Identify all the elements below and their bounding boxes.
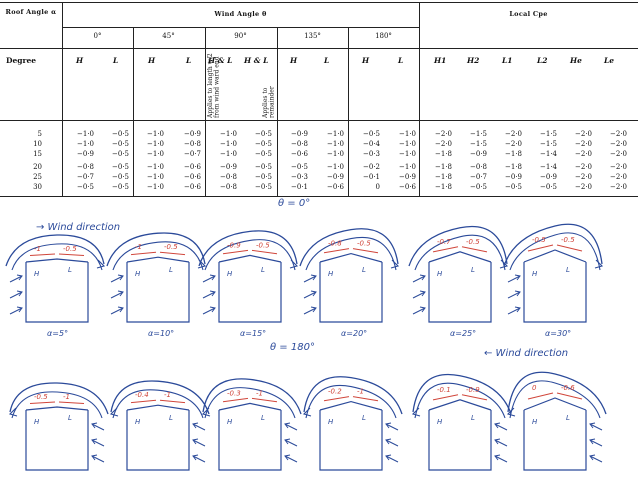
angle-label: α=20°	[341, 329, 368, 338]
cp-value-cell: −0·5	[363, 130, 380, 138]
degree-cell: 5	[37, 130, 42, 138]
theta-top-label: θ = 0°	[278, 198, 311, 209]
suction-line	[160, 252, 185, 254]
local-cpe-cell: −2·0	[610, 150, 627, 158]
suction-line	[462, 395, 487, 400]
local-cpe-cell: −1·8	[435, 163, 452, 171]
cp-value-cell: −1·0	[327, 140, 344, 148]
suction-line	[131, 400, 156, 402]
cp-value-cell: −0·9	[291, 130, 308, 138]
local-header: He	[570, 56, 582, 65]
suction-line	[528, 245, 553, 251]
building-roof	[127, 405, 189, 410]
roof-label-h: H	[532, 418, 538, 426]
suction-line	[131, 252, 156, 254]
cp-value-cell: −1·0	[147, 163, 164, 171]
cp-value-label: -1	[135, 243, 142, 252]
cp-value-cell: −1·0	[147, 173, 164, 181]
cp-value-label: -0.5	[357, 239, 371, 248]
cp-value-label: -0.7	[437, 237, 451, 246]
cp-value-label: -0.2	[328, 387, 342, 396]
angle-header-rule	[62, 27, 419, 28]
local-cpe-cell: −2·0	[575, 150, 592, 158]
cp-value-cell: −1·0	[147, 150, 164, 158]
cp-value-cell: −1·0	[220, 130, 237, 138]
angle-label: α=10°	[148, 329, 175, 338]
roof-label-h: H	[227, 418, 233, 426]
cp-value-cell: −1·0	[147, 140, 164, 148]
local-cpe-cell: −1·4	[540, 150, 557, 158]
building-roof	[320, 402, 382, 410]
degree-cell: 25	[33, 173, 42, 181]
cp-value-cell: −0·4	[363, 140, 380, 148]
cp-value-label: -1	[164, 391, 171, 400]
cp-value-cell: −0·6	[399, 183, 416, 191]
local-cpe-cell: −0·5	[540, 183, 557, 191]
local-header: L1	[502, 56, 513, 65]
roof-label-l: L	[169, 414, 173, 422]
cp-value-label: -0.5	[466, 237, 480, 246]
wind-streamline	[199, 231, 297, 266]
building-roof	[127, 257, 189, 262]
cp-value-label: -0.5	[34, 393, 48, 401]
local-cpe-cell: −2·0	[575, 130, 592, 138]
cp-value-cell: −0·5	[112, 163, 129, 171]
suction-line	[59, 254, 84, 256]
wind-direction-top: → Wind direction	[36, 222, 121, 233]
angle-header: 135°	[304, 32, 321, 40]
cp-value-cell: −0·7	[184, 150, 201, 158]
cp-value-cell: −1·0	[147, 130, 164, 138]
cp-value-label: -0.3	[227, 389, 241, 398]
local-cpe-cell: −2·0	[610, 163, 627, 171]
local-cpe-cell: −0·9	[470, 150, 487, 158]
cp-value-label: -0.5	[561, 236, 575, 244]
cp-value-cell: −0·6	[184, 163, 201, 171]
cp-value-cell: −0·5	[255, 163, 272, 171]
cp-value-cell: −0·5	[112, 173, 129, 181]
cp-value-cell: −0·5	[112, 140, 129, 148]
local-cpe-cell: −0·9	[540, 173, 557, 181]
cp-value-cell: −0·5	[291, 163, 308, 171]
cp-value-cell: −0·5	[112, 150, 129, 158]
cp-value-cell: −0·3	[363, 150, 380, 158]
cp-value-cell: −0·5	[112, 130, 129, 138]
suction-line	[324, 249, 349, 253]
col-divider	[348, 27, 349, 196]
cp-value-cell: −0·6	[184, 173, 201, 181]
sub-header: H	[76, 56, 84, 65]
degree-cell: 30	[33, 183, 42, 191]
sub-header: L	[398, 56, 404, 65]
roof-label-l: L	[471, 266, 475, 274]
cp-value-cell: −1·0	[327, 150, 344, 158]
cp-value-cell: −1·0	[399, 163, 416, 171]
subheader-rule	[0, 48, 638, 49]
building-roof	[429, 400, 491, 410]
local-cpe-cell: −2·0	[435, 140, 452, 148]
roof-label-h: H	[328, 270, 334, 278]
local-cpe-cell: −1·8	[435, 183, 452, 191]
local-cpe-cell: −2·0	[610, 173, 627, 181]
cp-value-cell: −0·2	[363, 163, 380, 171]
suction-line	[223, 250, 248, 253]
cp-value-label: -0.5	[256, 241, 270, 250]
cp-value-label: -0.5	[164, 243, 178, 252]
building-roof	[26, 259, 88, 262]
local-cpe-cell: −1·8	[505, 150, 522, 158]
suction-line	[528, 393, 553, 399]
building-roof	[524, 398, 586, 410]
suction-line	[324, 397, 349, 401]
suction-line	[223, 398, 248, 401]
suction-line	[30, 254, 55, 256]
local-cpe-header: Local Cpe	[509, 10, 548, 18]
building-roof	[320, 254, 382, 262]
local-cpe-cell: −1·5	[540, 130, 557, 138]
roof-label-h: H	[437, 270, 443, 278]
cp-value-label: -1	[357, 387, 364, 396]
cp-value-cell: −1·0	[399, 150, 416, 158]
cp-value-cell: −1·0	[77, 140, 94, 148]
cp-value-cell: −0·9	[399, 173, 416, 181]
local-cpe-cell: −0·8	[470, 163, 487, 171]
angle-label: α=25°	[450, 329, 477, 338]
cp-value-cell: −0·9	[184, 130, 201, 138]
cp-value-cell: −0·6	[327, 183, 344, 191]
suction-line	[462, 247, 487, 252]
cp-value-cell: −0·8	[220, 183, 237, 191]
sub-header: H	[362, 56, 370, 65]
cp-value-cell: −0·1	[291, 183, 308, 191]
suction-line	[557, 393, 582, 399]
col-divider	[205, 27, 206, 196]
suction-line	[433, 247, 458, 252]
cp-value-cell: −0·8	[184, 140, 201, 148]
local-header: H2	[467, 56, 480, 65]
roof-label-l: L	[471, 414, 475, 422]
local-header: H1	[434, 56, 447, 65]
cp-value-cell: −0·5	[112, 183, 129, 191]
cp-value-cell: −0·5	[255, 173, 272, 181]
roof-label-l: L	[566, 414, 570, 422]
cp-value-cell: −0·5	[255, 140, 272, 148]
wind-streamline	[300, 229, 398, 266]
cp-value-label: 0	[532, 384, 537, 392]
building-roof	[219, 403, 281, 410]
wind-streamline	[409, 227, 507, 266]
roof-label-l: L	[169, 266, 173, 274]
suction-line	[160, 400, 185, 402]
sub-header: L	[186, 56, 192, 65]
angle-header: 45°	[162, 32, 175, 40]
wind-direction-bottom: ← Wind direction	[484, 348, 569, 359]
header-bottom-rule	[0, 120, 638, 121]
wind-angle-header: Wind Angle θ	[214, 10, 267, 18]
cp-value-cell: −1·0	[220, 150, 237, 158]
cp-value-cell: −1·0	[147, 183, 164, 191]
local-header: L2	[537, 56, 548, 65]
sketch-canvas	[0, 196, 638, 478]
roof-label-h: H	[135, 418, 141, 426]
building-roof	[429, 252, 491, 262]
roof-label-l: L	[68, 266, 72, 274]
col-divider	[419, 2, 420, 196]
local-cpe-cell: −1·5	[540, 140, 557, 148]
suction-line	[353, 397, 378, 401]
cp-value-label: -1	[256, 389, 263, 398]
local-cpe-cell: −2·0	[575, 163, 592, 171]
roof-label-h: H	[437, 418, 443, 426]
roof-label-l: L	[362, 266, 366, 274]
cp-value-cell: −0·6	[291, 150, 308, 158]
cp-value-cell: −0·1	[363, 173, 380, 181]
local-cpe-cell: −0·7	[470, 173, 487, 181]
local-cpe-cell: −1·8	[435, 173, 452, 181]
cp-value-cell: −0·6	[184, 183, 201, 191]
suction-line	[252, 398, 277, 401]
suction-line	[59, 402, 84, 404]
cp-value-cell: −1·0	[220, 140, 237, 148]
local-cpe-cell: −0·9	[505, 173, 522, 181]
cp-value-cell: −0·7	[77, 173, 94, 181]
cp-value-label: -0.5	[63, 245, 77, 253]
cp-value-label: -1	[63, 393, 70, 401]
local-cpe-cell: −2·0	[505, 130, 522, 138]
sub-header: H	[148, 56, 156, 65]
col-divider	[62, 2, 63, 196]
roof-label-l: L	[261, 414, 265, 422]
cp-value-label: -0.1	[437, 385, 451, 394]
local-cpe-cell: −2·0	[435, 130, 452, 138]
wind-streamline	[413, 375, 511, 414]
sub-header: L	[113, 56, 119, 65]
sub-header: H & L	[244, 56, 269, 65]
note-windward: Applies to length w/2 from wind ward end	[207, 53, 221, 118]
wind-streamline	[304, 377, 402, 414]
cp-value-cell: −0·3	[291, 173, 308, 181]
local-cpe-cell: −1·8	[435, 150, 452, 158]
cp-value-label: -0.9	[227, 241, 241, 250]
local-cpe-cell: −0·5	[505, 183, 522, 191]
cp-value-cell: −1·0	[399, 140, 416, 148]
building-roof	[219, 255, 281, 262]
local-cpe-cell: −1·8	[505, 163, 522, 171]
roof-label-h: H	[227, 270, 233, 278]
cp-value-cell: −1·0	[327, 130, 344, 138]
degree-cell: 10	[33, 140, 42, 148]
degree-cell: 15	[33, 150, 42, 158]
suction-line	[433, 395, 458, 400]
angle-label: α=5°	[47, 329, 69, 338]
suction-line	[30, 402, 55, 404]
cp-value-cell: −0·9	[327, 173, 344, 181]
sub-header: H	[290, 56, 298, 65]
cp-value-label: -0.5	[532, 236, 546, 244]
roof-angle-header: Roof Angle α	[5, 8, 57, 16]
theta-bottom-label: θ = 180°	[270, 342, 315, 353]
angle-header: 180°	[375, 32, 392, 40]
cp-value-label: -1	[34, 245, 41, 253]
degree-cell: 20	[33, 163, 42, 171]
degree-label: Degree	[6, 56, 37, 65]
roof-label-h: H	[34, 270, 40, 278]
cp-value-cell: −0·9	[77, 150, 94, 158]
local-cpe-cell: −1·5	[470, 130, 487, 138]
angle-label: α=15°	[240, 329, 267, 338]
local-cpe-cell: −1·5	[470, 140, 487, 148]
cp-value-cell: −0·8	[291, 140, 308, 148]
roof-label-h: H	[135, 270, 141, 278]
local-cpe-cell: −2·0	[505, 140, 522, 148]
local-cpe-cell: −0·5	[470, 183, 487, 191]
sub-header: H & L	[208, 56, 233, 65]
cp-value-cell: −0·5	[255, 130, 272, 138]
local-cpe-cell: −2·0	[610, 183, 627, 191]
local-cpe-cell: −2·0	[575, 183, 592, 191]
angle-label: α=30°	[545, 329, 572, 338]
local-cpe-cell: −1·4	[540, 163, 557, 171]
cp-value-label: -0.9	[466, 385, 480, 394]
cp-value-label: -0.4	[135, 391, 149, 400]
cp-value-label: -0.6	[561, 384, 575, 392]
pressure-coefficient-table	[0, 0, 638, 196]
wind-streamline	[203, 379, 301, 414]
wind-sketches	[0, 196, 638, 478]
sub-header: L	[324, 56, 330, 65]
cp-value-cell: −0·8	[220, 173, 237, 181]
roof-label-h: H	[532, 270, 538, 278]
cp-value-cell: −1·0	[327, 163, 344, 171]
suction-line	[557, 245, 582, 251]
angle-header: 0°	[93, 32, 102, 40]
local-cpe-cell: −2·0	[575, 140, 592, 148]
roof-label-h: H	[328, 418, 334, 426]
cp-value-cell: 0	[375, 183, 380, 191]
cp-value-cell: −1·0	[77, 130, 94, 138]
roof-label-l: L	[362, 414, 366, 422]
suction-line	[353, 249, 378, 253]
table-top-border	[0, 2, 638, 3]
local-header: Le	[604, 56, 615, 65]
note-remainder: Applies to remainder	[262, 86, 276, 118]
roof-label-l: L	[68, 414, 72, 422]
cp-value-cell: −0·5	[255, 183, 272, 191]
local-cpe-cell: −2·0	[575, 173, 592, 181]
local-cpe-cell: −2·0	[610, 130, 627, 138]
roof-label-l: L	[261, 266, 265, 274]
cp-value-cell: −0·5	[255, 150, 272, 158]
building-roof	[26, 407, 88, 410]
cp-value-cell: −0·9	[220, 163, 237, 171]
angle-header: 90°	[234, 32, 247, 40]
roof-label-h: H	[34, 418, 40, 426]
cp-value-cell: −1·0	[399, 130, 416, 138]
cp-value-label: -0.8	[328, 239, 342, 248]
suction-line	[252, 250, 277, 253]
cp-value-cell: −0·8	[77, 163, 94, 171]
roof-label-l: L	[566, 266, 570, 274]
building-roof	[524, 250, 586, 262]
cp-value-cell: −0·5	[77, 183, 94, 191]
local-cpe-cell: −2·0	[610, 140, 627, 148]
